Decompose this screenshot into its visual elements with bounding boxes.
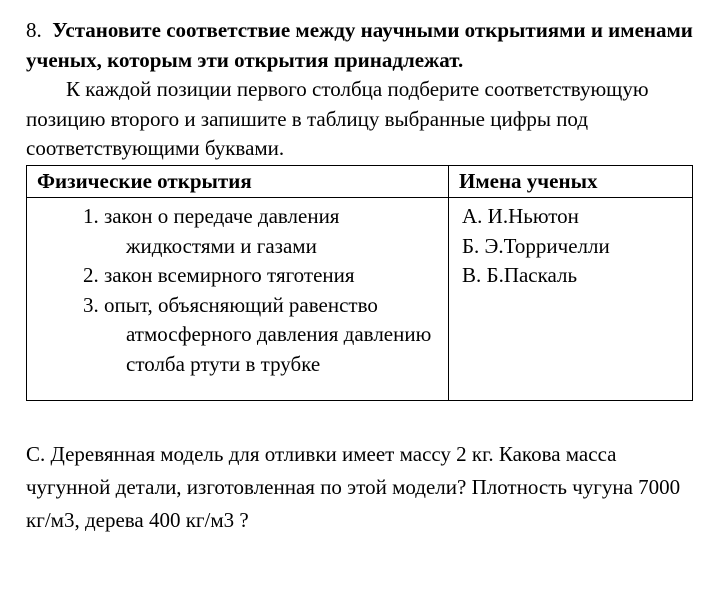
scientist-item-b: Б. Э.Торричелли	[462, 233, 610, 258]
question-8-instruction: К каждой позиции первого столбца подберите соответствующую позицию второго и запишите в таблицу выбранные цифры под соответствующими буквами.	[26, 77, 649, 160]
matching-table-header-row	[27, 166, 693, 198]
discovery-item-1: 1. закон о передаче давления жидкостями и газами	[83, 204, 340, 258]
discoveries-cell	[27, 198, 449, 401]
header-discoveries: Физические открытия	[27, 166, 449, 198]
scientist-item-a: А. И.Ньютон	[462, 204, 579, 228]
scientists-cell	[449, 198, 693, 401]
question-c: С. Деревянная модель для отливки имеет массу 2 кг. Какова масса чугунной детали, изготовленная по этой модели? Плотность чугуна 7000 кг/м3, дерева 400 кг/м3 ?	[26, 442, 681, 532]
scientists-list	[459, 202, 682, 291]
header-scientists: Имена ученых	[449, 166, 693, 198]
discoveries-list	[37, 202, 438, 379]
question-8-number: 8.	[26, 18, 42, 42]
question-8-title: Установите соответствие между научными открытиями и именами ученых, которым эти открытия принадлежат.	[26, 18, 693, 72]
question-8-heading	[26, 16, 706, 75]
matching-table	[26, 165, 693, 401]
matching-table-row	[27, 198, 693, 401]
discovery-item-3: 3. опыт, объясняющий равенство атмосферного давления давлению столба ртути в трубке	[83, 292, 432, 376]
scientist-item-c: В. Б.Паскаль	[462, 263, 578, 287]
discovery-item-2: 2. закон всемирного тяготения	[83, 263, 355, 287]
question-8	[26, 16, 706, 164]
